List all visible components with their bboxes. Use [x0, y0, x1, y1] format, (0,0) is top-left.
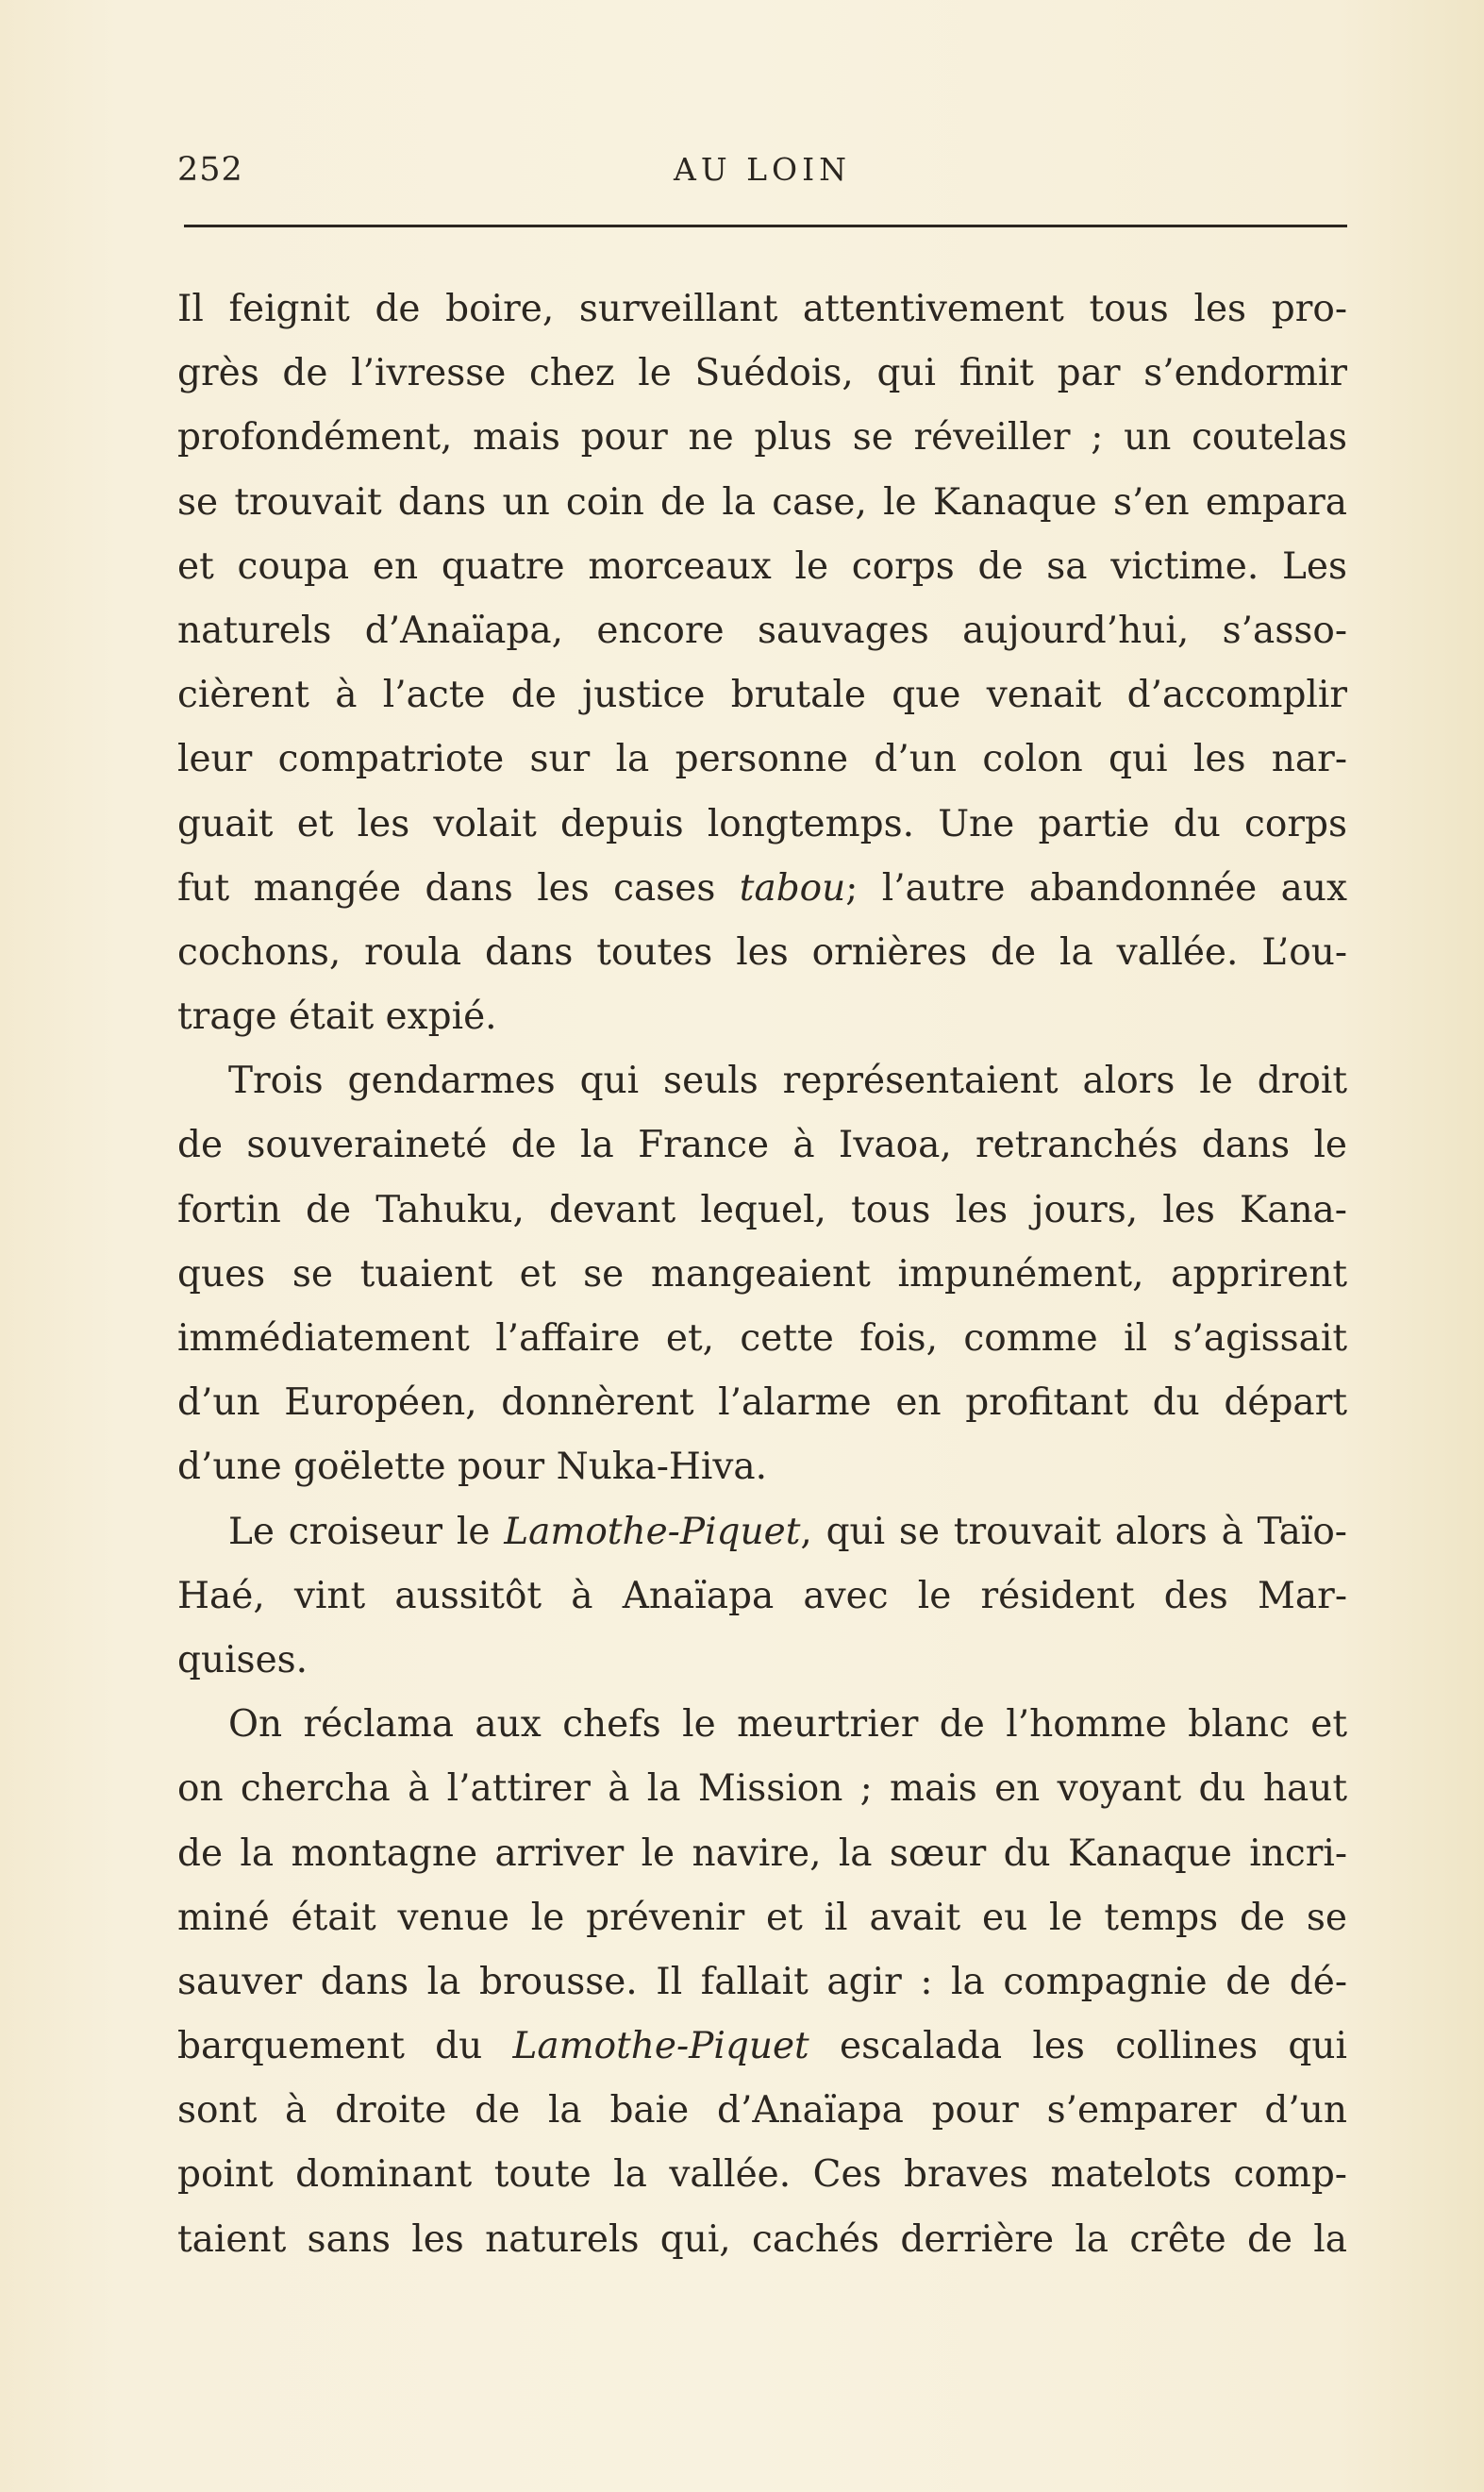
text-segment: escalada les collines qui [809, 2025, 1347, 2068]
text-line: d’une goëlette pour Nuka-Hiva. [177, 1446, 768, 1489]
text-line: de souveraineté de la France à Ivaoa, retranchés dans le [177, 1124, 1347, 1167]
text-segment: , qui se trouvait alors à Taïo- [800, 1510, 1347, 1553]
text-line: fortin de Tahuku, devant lequel, tous les jours, les Kana- [177, 1188, 1347, 1231]
text-line: se trouvait dans un coin de la case, le Kanaque s’en empara [177, 480, 1347, 524]
text-line: ques se tuaient et se mangeaient impunément, apprirent [177, 1252, 1347, 1296]
text-line: de la montagne arriver le navire, la sœur du Kanaque incri- [177, 1831, 1347, 1875]
text-line: Trois gendarmes qui seuls représentaient alors le droit [228, 1060, 1347, 1103]
header-rule [184, 225, 1347, 227]
text-line: On réclama aux chefs le meurtrier de l’homme blanc et [228, 1703, 1347, 1747]
text-line [177, 857, 1347, 921]
text-line: sont à droite de la baie d’Anaïapa pour s’emparer d’un [177, 2089, 1347, 2132]
text-line: profondément, mais pour ne plus se réveiller ; un coutelas [177, 416, 1347, 460]
text-line: miné était venue le prévenir et il avait eu le temps de se [177, 1896, 1347, 1939]
italic-word: Lamothe-Piquet [504, 1510, 801, 1553]
text-segment: fut mangée dans les cases [177, 866, 740, 910]
text-line: et coupa en quatre morceaux le corps de sa victime. Les [177, 544, 1347, 588]
text-segment: Le croiseur le [228, 1510, 505, 1553]
text-line [177, 2015, 1347, 2079]
text-line: on chercha à l’attirer à la Mission ; mais en voyant du haut [177, 1767, 1347, 1811]
text-line: immédiatement l’affaire et, cette fois, comme il s’agissait [177, 1317, 1347, 1360]
text-line: guait et les volait depuis longtemps. Une partie du corps [177, 802, 1347, 845]
text-line: cièrent à l’acte de justice brutale que venait d’accomplir [177, 674, 1347, 717]
text-line: trage était expié. [177, 995, 497, 1039]
text-line: quises. [177, 1638, 308, 1681]
text-line: grès de l’ivresse chez le Suédois, qui finit par s’endormir [177, 352, 1347, 395]
text-line: taient sans les naturels qui, cachés derrière la crête de la [177, 2217, 1347, 2261]
page-header [177, 151, 1347, 204]
text-line: sauver dans la brousse. Il fallait agir : la compagnie de dé- [177, 1960, 1347, 2003]
text-line: point dominant toute la vallée. Ces braves matelots comp- [177, 2153, 1347, 2197]
text-segment: ; l’autre abandonnée aux [845, 866, 1347, 910]
text-line [177, 1500, 1347, 1564]
text-line: leur compatriote sur la personne d’un colon qui les nar- [177, 738, 1347, 781]
running-title: AU LOIN [673, 151, 851, 188]
text-line: d’un Européen, donnèrent l’alarme en profitant du départ [177, 1381, 1347, 1425]
text-segment: barquement du [177, 2025, 513, 2068]
text-line: cochons, roula dans toutes les ornières de la vallée. L’ou- [177, 930, 1347, 974]
italic-word: tabou [739, 866, 846, 910]
text-line: Haé, vint aussitôt à Anaïapa avec le résident des Mar- [177, 1574, 1347, 1617]
italic-word: Lamothe-Piquet [512, 2025, 809, 2068]
text-line: naturels d’Anaïapa, encore sauvages aujourd’hui, s’asso- [177, 609, 1347, 652]
page-number: 252 [177, 151, 243, 189]
text-line: Il feignit de boire, surveillant attentivement tous les pro- [177, 288, 1347, 330]
body-text [177, 277, 1347, 2272]
